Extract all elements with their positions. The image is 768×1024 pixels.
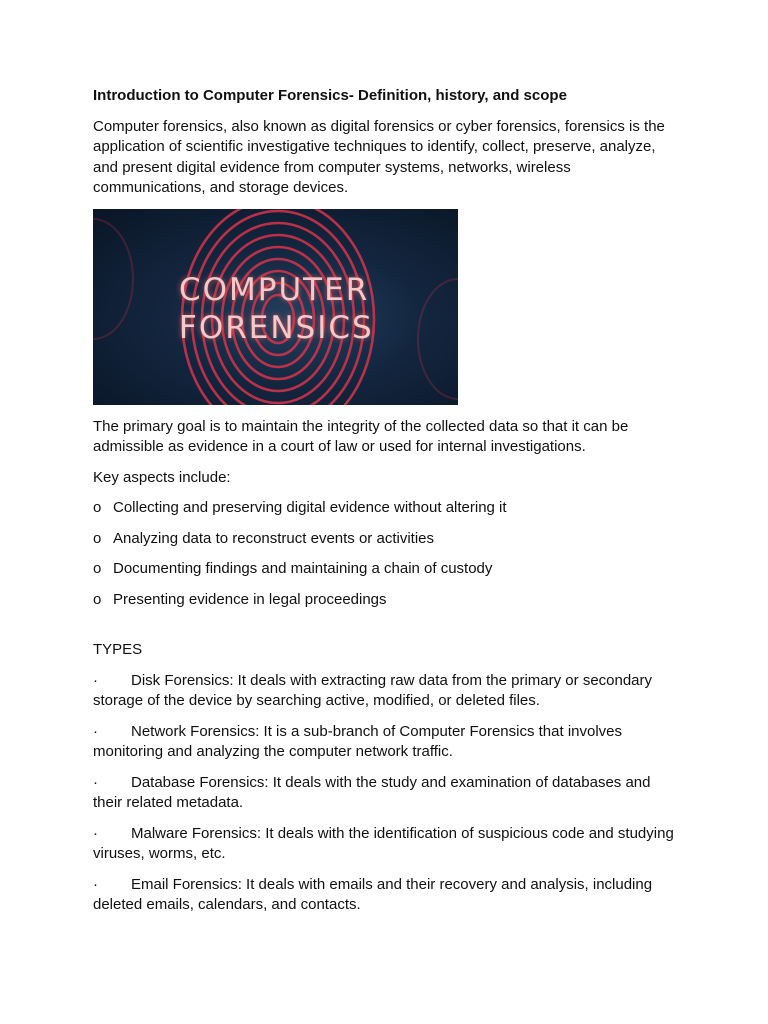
bullet-marker: · [93,722,98,740]
bullet-marker: o [93,560,102,577]
computer-forensics-image [93,209,458,405]
bullet-marker: · [93,773,98,791]
list-item: o Documenting findings and maintaining a chain of custody [93,559,683,580]
key-aspects-label: Key aspects include: [93,468,231,486]
bullet-marker: o [93,529,102,547]
bullet-marker: · [93,671,98,689]
list-item: o Collecting and preserving digital evidence without altering it [93,498,683,519]
types-heading: TYPES [93,641,143,658]
type-list-item: · Malware Forensics: It deals with the identification of suspicious code and studying viruses, worms, etc. [93,824,674,862]
bullet-marker: · [93,875,98,893]
bullet-marker: · [93,824,98,842]
type-list-item: · Email Forensics: It deals with emails and their recovery and analysis, including deleted emails, calendars, and contacts. [93,875,653,913]
document-title: Introduction to Computer Forensics- Definition, history, and scope [93,87,567,104]
bullet-marker: o [93,590,102,608]
type-list-item: · Disk Forensics: It deals with extracting raw data from the primary or secondary storage of the device by searching active, modified, or deleted files. [93,671,653,709]
type-list-item: · Network Forensics: It is a sub-branch of Computer Forensics that involves monitoring and analyzing the computer network traffic. [93,722,623,760]
intro-paragraph: Computer forensics, also known as digital forensics or cyber forensics, forensics is the application of scientific investigative techniques to identify, collect, preserve, analyze, and present digital evidence from computer systems, networks, wireless communications, and storage devices. [93,117,665,196]
bullet-marker: o [93,499,102,516]
goal-paragraph: The primary goal is to maintain the integrity of the collected data so that it can be admissible as evidence in a court of law or used for internal investigations. [93,417,629,455]
type-list-item: · Database Forensics: It deals with the study and examination of databases and their related metadata. [93,773,651,811]
image-caption-text: COMPUTER FORENSICS [179,271,374,346]
list-item: o Presenting evidence in legal proceedings [93,590,683,611]
document-page [93,86,683,926]
list-item: o Analyzing data to reconstruct events or activities [93,529,683,550]
